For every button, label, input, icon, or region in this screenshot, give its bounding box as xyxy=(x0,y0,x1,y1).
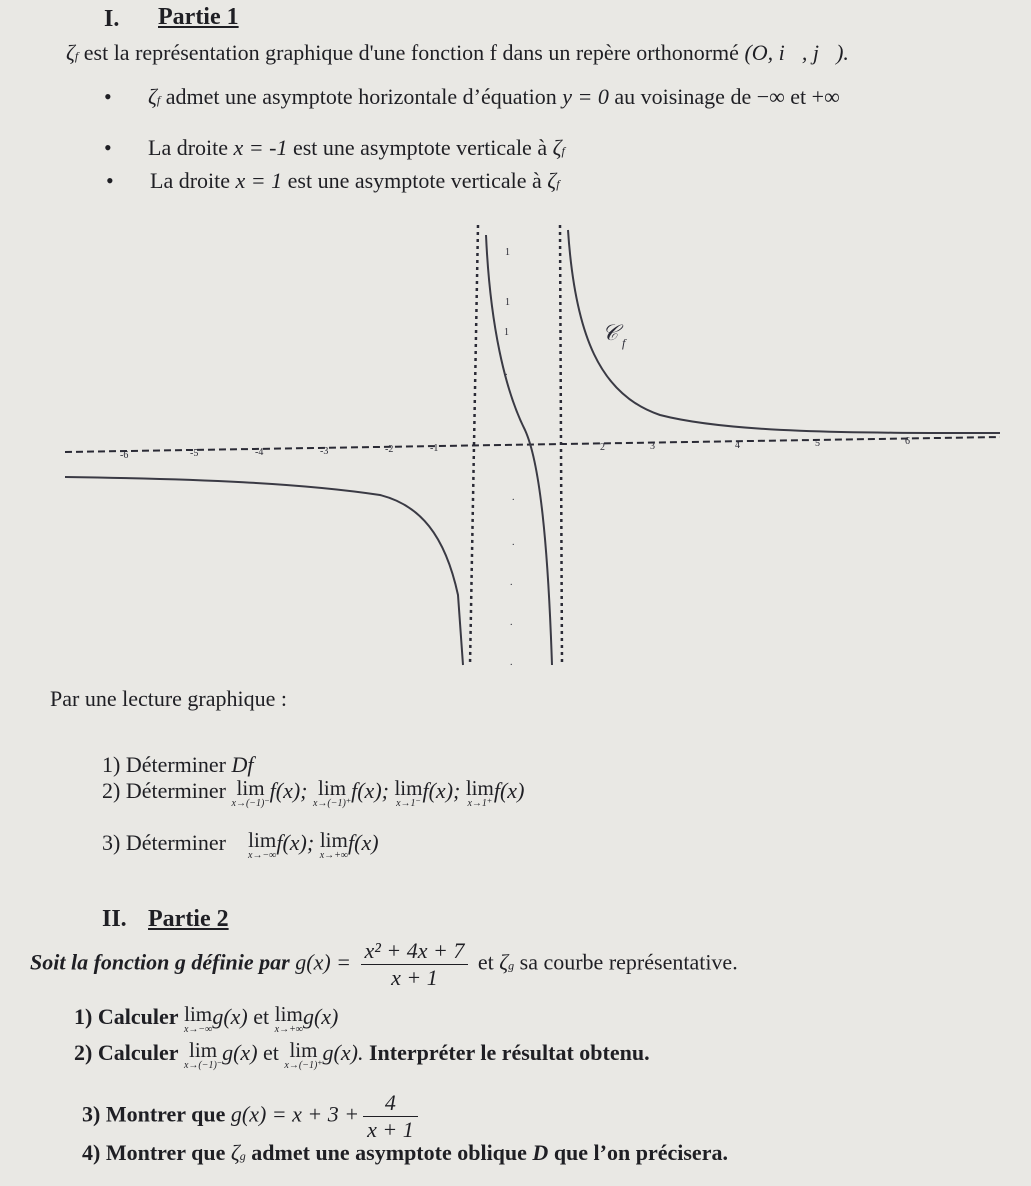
p2-q3-fraction: $\frac{4}{x + 1}$ xyxy=(363,1090,418,1143)
limit-2: lim x→(−1)⁺ xyxy=(312,776,352,809)
q3-num: 3) xyxy=(102,830,121,855)
svg-text:-2: -2 xyxy=(385,444,394,455)
question-3 xyxy=(102,830,379,861)
p2-question-3 xyxy=(82,1090,422,1143)
limit-3: lim x→1⁻ xyxy=(394,776,423,809)
g-lhs: g(x) = xyxy=(295,949,352,975)
svg-text:.: . xyxy=(510,657,513,668)
question-1 xyxy=(102,752,254,778)
bullet-3-text: La droite xyxy=(150,168,231,193)
bullet-3 xyxy=(150,168,560,194)
bullet-2-math: x = -1 xyxy=(233,135,288,160)
svg-text:-5: -5 xyxy=(190,448,199,459)
svg-text:f: f xyxy=(622,336,626,350)
bullet-3-post: est une asymptote verticale à xyxy=(287,168,542,193)
bullet-3-math: x = 1 xyxy=(235,168,283,193)
svg-text:-6: -6 xyxy=(120,450,129,461)
p2-limit-2: lim x→+∞ xyxy=(274,1002,303,1035)
q2-num: 2) xyxy=(102,778,121,803)
p2-limit-3-expr: g(x) xyxy=(222,1040,258,1065)
curve-symbol: ζ xyxy=(230,1140,240,1165)
p2-limit-3: lim x→(−1)⁻ xyxy=(183,1038,223,1071)
svg-text:.: . xyxy=(510,577,513,588)
limit-6: lim x→+∞ xyxy=(319,828,349,861)
q1-math: Df xyxy=(231,752,254,777)
intro-text: est la représentation graphique d'une fonction f dans un repère orthonormé xyxy=(83,40,739,65)
svg-text:-3: -3 xyxy=(320,446,329,457)
question-2 xyxy=(102,778,524,809)
p2-limit-1-expr: g(x) xyxy=(212,1004,248,1029)
svg-text:.: . xyxy=(512,492,515,503)
section-number-1: I. xyxy=(104,6,120,32)
svg-text:6: 6 xyxy=(905,436,910,447)
p2-q1-and: et xyxy=(253,1004,270,1029)
p2-q2-post: Interpréter le résultat obtenu. xyxy=(368,1040,650,1065)
p2-limit-2-expr: g(x) xyxy=(302,1004,339,1029)
curve-label: 𝒞 xyxy=(602,320,619,345)
curve-right-branch xyxy=(568,230,1000,433)
curve-symbol: ζ xyxy=(547,168,557,193)
svg-text:1: 1 xyxy=(505,297,510,308)
curve-symbol: ζ xyxy=(66,40,75,65)
curve-subscript: f xyxy=(156,93,161,107)
curve-subscript: f xyxy=(556,177,560,191)
svg-text:.: . xyxy=(505,367,508,378)
svg-text:2: 2 xyxy=(600,442,605,453)
p2-question-1 xyxy=(74,1004,338,1035)
curve-subscript: g xyxy=(508,958,515,973)
intro-line xyxy=(66,40,849,66)
bullet-1-post: au voisinage de −∞ et +∞ xyxy=(614,84,840,109)
g-fraction: $\frac{\text{x² + 4x + 7}}{x + 1}$ xyxy=(361,938,469,991)
def-pre: Soit la fonction g définie par xyxy=(30,949,290,975)
svg-text:.: . xyxy=(512,537,515,548)
limit-5-expr: f(x); xyxy=(276,830,315,855)
p2-q3-text: Montrer que xyxy=(105,1101,226,1127)
p2-question-2 xyxy=(74,1040,650,1071)
curve-middle-branch xyxy=(486,235,552,665)
lecture-heading: Par une lecture graphique : xyxy=(50,686,288,711)
curve-symbol: ζ xyxy=(499,949,509,975)
curve-symbol: ζ xyxy=(552,135,562,160)
limit-5: lim x→−∞ xyxy=(248,828,277,861)
section-title-2: Partie 2 xyxy=(148,906,229,932)
bullet-2-text: La droite xyxy=(148,135,229,160)
p2-q4-end: que l’on précisera. xyxy=(553,1140,728,1165)
ticks xyxy=(120,247,910,668)
limit-4: lim x→1⁺ xyxy=(465,776,494,809)
p2-q1-num: 1) xyxy=(74,1004,93,1029)
p2-q4-D: D xyxy=(532,1140,549,1165)
p2-question-4 xyxy=(82,1140,728,1166)
curve-subscript: g xyxy=(239,1149,246,1163)
svg-text:1: 1 xyxy=(504,327,509,338)
p2-q3-num: 3) xyxy=(82,1101,101,1127)
p2-limit-4-expr: g(x). xyxy=(322,1040,364,1065)
p2-q4-num: 4) xyxy=(82,1140,101,1165)
g-definition xyxy=(30,938,738,991)
p2-q2-and: et xyxy=(263,1040,279,1065)
bullet-1-text: admet une asymptote horizontale d’équation xyxy=(165,84,557,109)
curve-subscript: f xyxy=(74,49,79,63)
bullet-1-math: y = 0 xyxy=(562,84,609,109)
section-number-2: II. xyxy=(102,906,127,932)
limit-4-expr: f(x) xyxy=(493,778,525,803)
limit-1-expr: f(x); xyxy=(269,778,308,803)
p2-q1-text: Calculer xyxy=(97,1004,179,1029)
def-post: sa courbe représentative. xyxy=(519,949,738,975)
q1-num: 1) xyxy=(102,752,121,777)
curve-symbol: ζ xyxy=(148,84,157,109)
p2-q2-text: Calculer xyxy=(97,1040,179,1065)
function-graph xyxy=(0,215,1031,675)
limit-1: lim x→(−1)⁻ xyxy=(231,776,270,809)
curve-subscript: f xyxy=(561,144,565,158)
q3-text: Déterminer xyxy=(125,830,226,855)
limit-6-expr: f(x) xyxy=(348,830,379,855)
q1-text: Déterminer xyxy=(125,752,226,777)
p2-q4-post: admet une asymptote oblique xyxy=(251,1140,527,1165)
svg-text:1: 1 xyxy=(505,247,510,258)
svg-text:5: 5 xyxy=(815,438,820,449)
repere: (O, i⃗, j⃗). xyxy=(744,40,849,65)
bullet-1 xyxy=(148,84,840,110)
curve-left-branch xyxy=(65,477,463,665)
p2-q2-num: 2) xyxy=(74,1040,93,1065)
svg-text:-4: -4 xyxy=(255,447,264,458)
bullet-2 xyxy=(148,135,565,161)
limit-3-expr: f(x); xyxy=(422,778,461,803)
def-mid: et xyxy=(477,949,494,975)
q2-text: Déterminer xyxy=(125,778,226,803)
p2-limit-4: lim x→(−1)⁺ xyxy=(284,1038,323,1071)
limit-2-expr: f(x); xyxy=(351,778,389,803)
bullet-2-post: est une asymptote verticale à xyxy=(292,135,548,160)
p2-q4-pre: Montrer que xyxy=(105,1140,226,1165)
p2-q3-lhs: g(x) = x + 3 + xyxy=(230,1101,360,1127)
section-title-1: Partie 1 xyxy=(158,4,239,30)
svg-text:.: . xyxy=(510,617,513,628)
svg-text:3: 3 xyxy=(650,441,655,452)
svg-text:4: 4 xyxy=(735,440,740,451)
p2-limit-1: lim x→−∞ xyxy=(183,1002,213,1035)
svg-text:-1: -1 xyxy=(430,443,439,454)
